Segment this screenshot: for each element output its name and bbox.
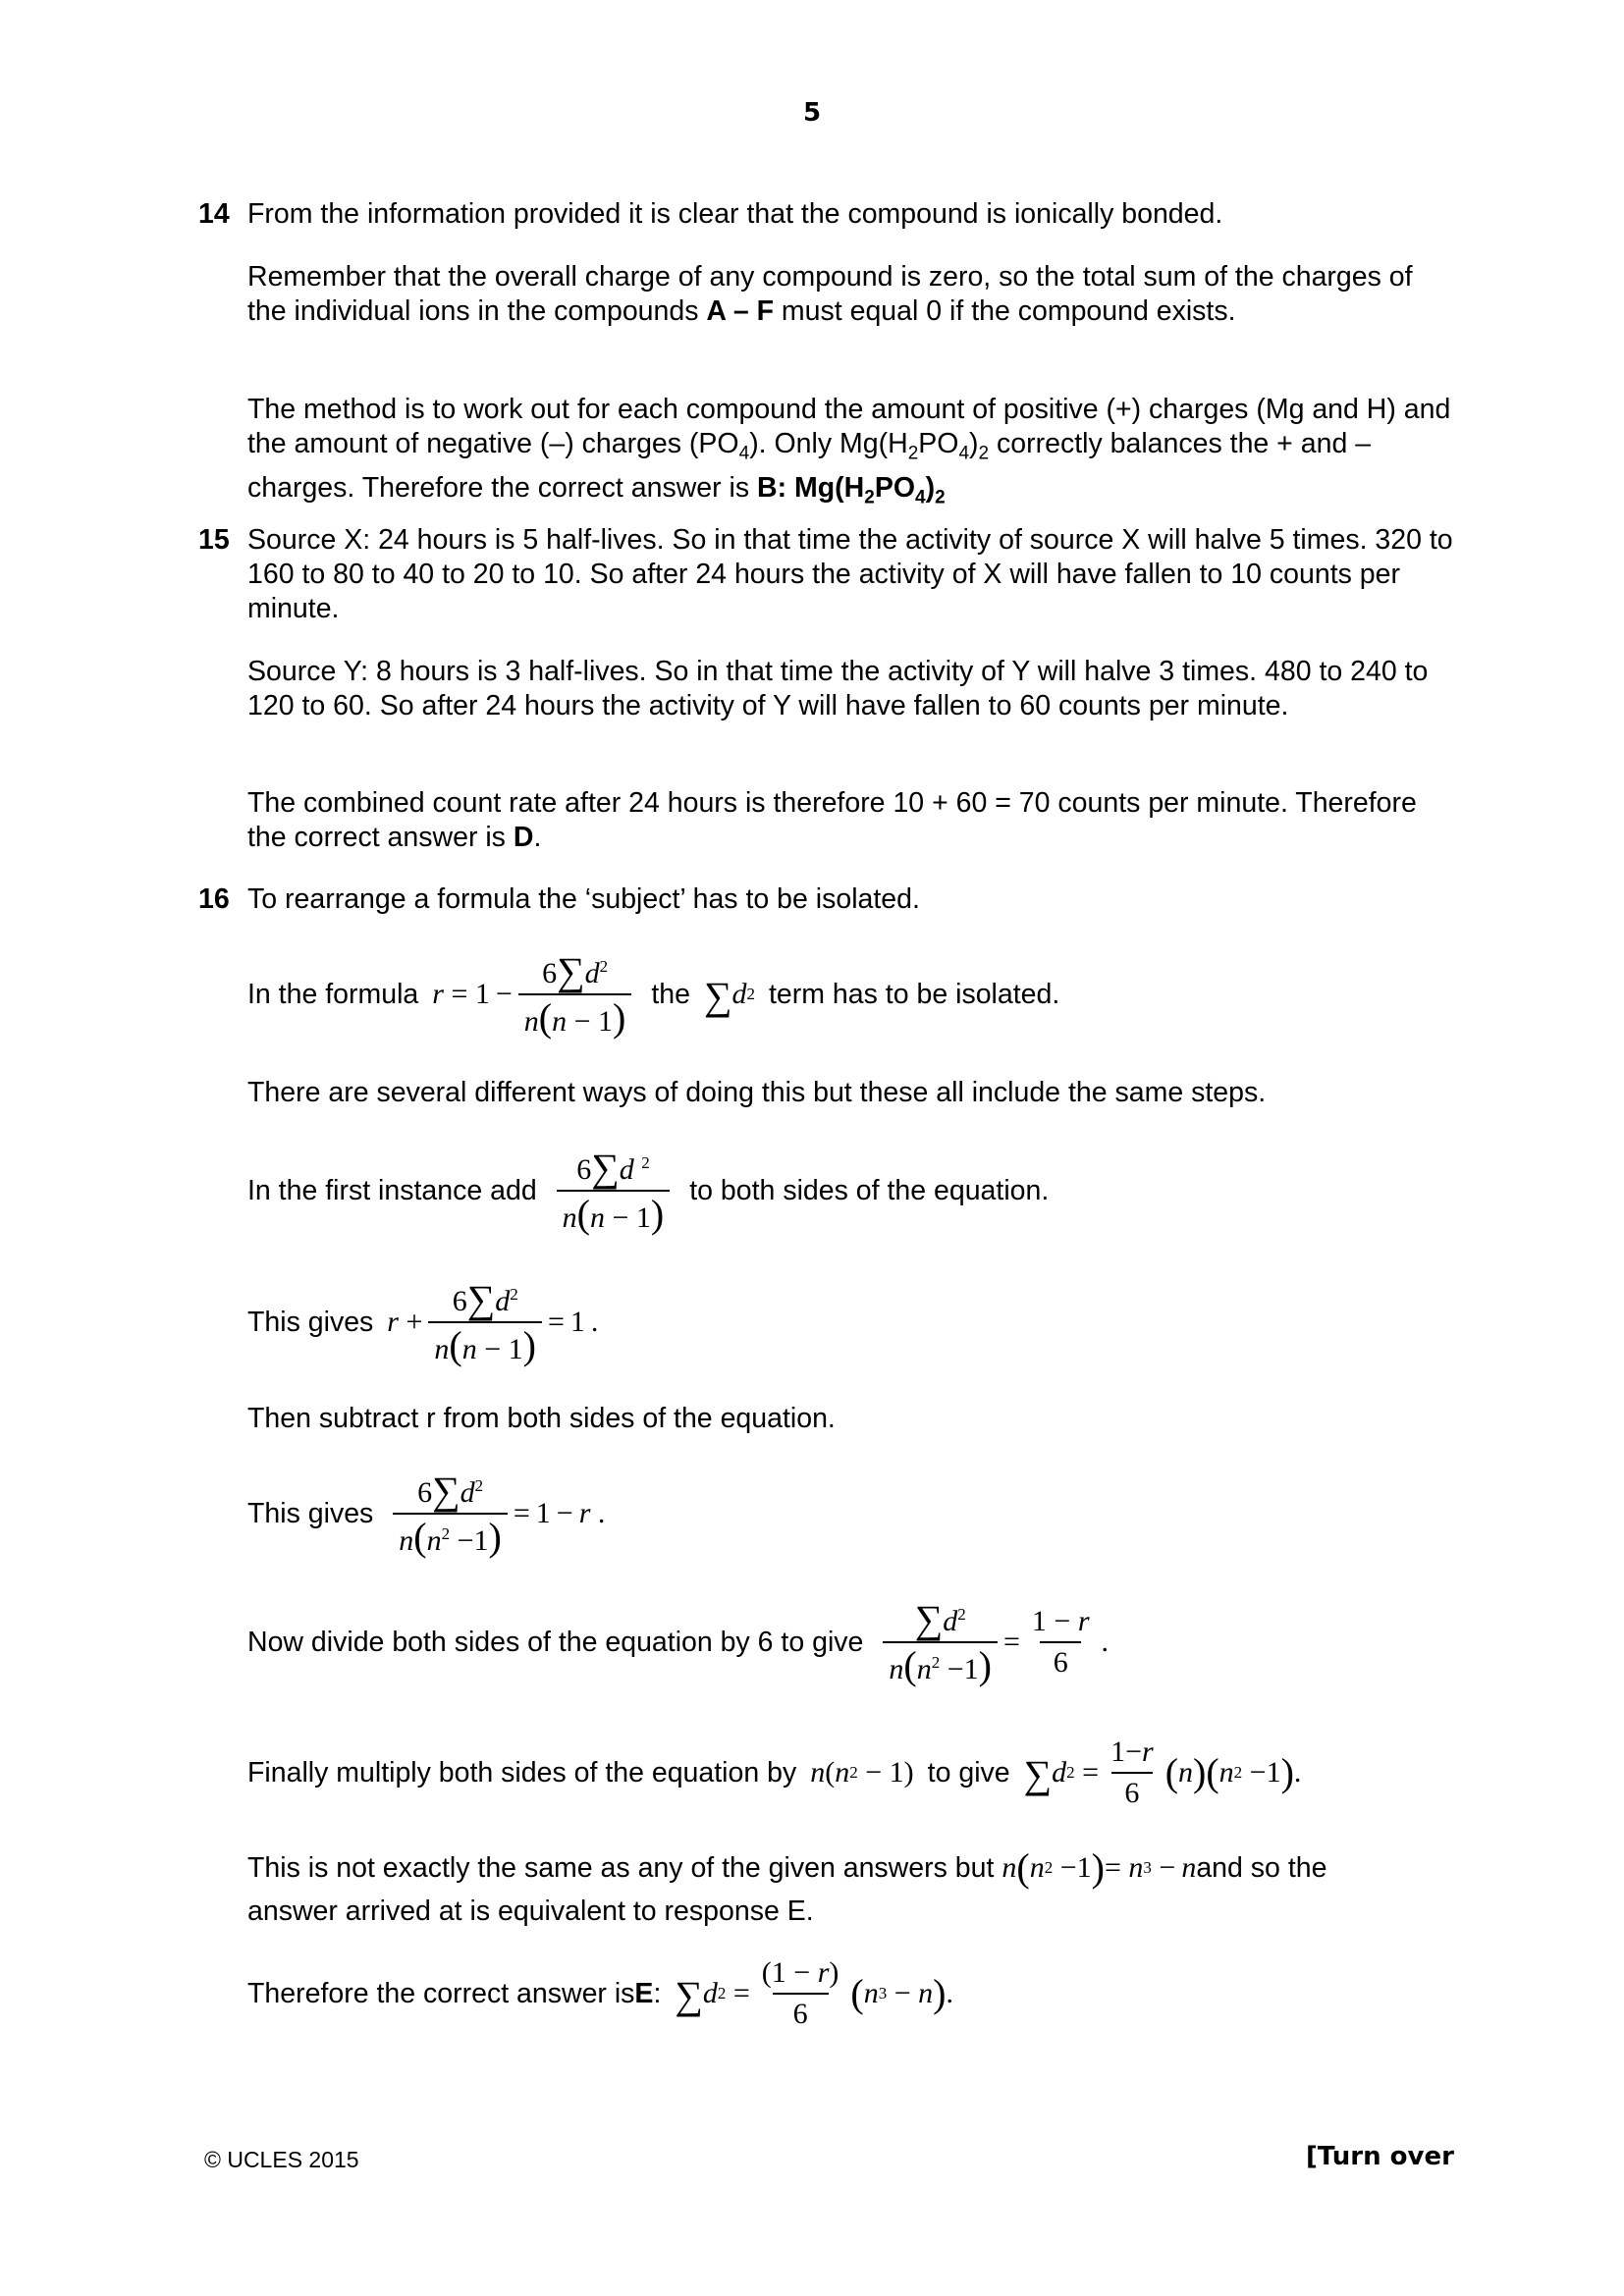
q14-p3-sub: 2 <box>978 443 990 464</box>
footer-copyright: © UCLES 2015 <box>204 2147 359 2172</box>
equation-one-minus-r: $\frac{6\sum d^2}{n(n^2 -1)}$ = 1 − r . <box>387 1469 605 1558</box>
q14-p2-bold: A – F <box>706 295 775 327</box>
q16-formula-text-b: the <box>651 978 690 1010</box>
q16-therefore: Therefore the correct answer is E : ∑ d 2 = $\frac{(1 - r)}{6}$ ( n 3 − n ) . <box>247 1956 953 2030</box>
q16-subtract: Then subtract r from both sides of the equation. <box>247 1403 836 1434</box>
q14-p2-text-b: must equal 0 if the compound exists. <box>774 295 1236 327</box>
q16-multiply: Finally multiply both sides of the equation by n ( n 2 − 1) to give ∑ d 2 = $\frac{1-r}{6}$ ( n ) ( n 2 −1 ) . <box>247 1735 1302 1809</box>
q14-p3-sub: 4 <box>958 443 970 464</box>
q14-paragraph-1: From the information provided it is clear that the compound is ionically bonded. <box>247 198 1223 230</box>
q16-this-gives-2: This gives $\frac{6\sum d^2}{n(n^2 -1)}$ = 1 − r . <box>247 1468 606 1559</box>
q14-paragraph-3 <box>247 393 1455 514</box>
expr-n-n2-minus-1: n ( n 2 − 1) <box>810 1756 914 1789</box>
q14-p3-sub: 2 <box>907 443 919 464</box>
q16-formula-line <box>247 950 1059 1039</box>
q16-intro: To rearrange a formula the ‘subject’ has to be isolated. <box>247 883 920 915</box>
page-number: 5 <box>802 98 822 128</box>
formula-r-equals: r = 1 − $\frac{6\sum d^2}{n(n - 1)}$ <box>432 950 637 1039</box>
q16-several-ways: There are several different ways of doing this but these all include the same steps. <box>247 1077 1267 1108</box>
q14-p3-b: ). Only Mg(H <box>749 428 908 459</box>
q15-paragraph-1: Source X: 24 hours is 5 half-lives. So in that time the activity of source X will halve 5 times. 320 to 160 to 80 to 40 to 20 to 10. So after 24 hours the activity of X will have fallen to 10 counts per minute. <box>247 524 1453 624</box>
q15-paragraph-3: The combined count rate after 24 hours is therefore 10 + 60 = 70 counts per minute. Therefore the correct answer is D. <box>247 787 1417 853</box>
fraction-6-sum-d2: $\frac{6\sum d ^2}{n(n - 1)}$ <box>551 1147 677 1235</box>
q14-p3-d: ) <box>969 428 979 459</box>
question-14-number: 14 <box>198 198 230 230</box>
identity-n-cubed-minus-n: n ( n 2 −1 ) = n 3 − n <box>1001 1845 1197 1890</box>
sum-d-squared: ∑ d 2 <box>704 974 756 1018</box>
q14-p2-text-a: Remember that the overall charge of any compound is zero, so the total sum of the charges of the individual ions in the compounds <box>247 261 1413 327</box>
equation-final-multiply: ∑ d 2 = $\frac{1-r}{6}$ ( n ) ( n 2 −1 ) . <box>1023 1735 1302 1809</box>
question-16-number: 16 <box>198 883 230 915</box>
q16-this-gives-1: This gives r + $\frac{6\sum d^2}{n(n - 1)}$ = 1 . <box>247 1277 599 1367</box>
q16-formula-text-c: term has to be isolated. <box>769 978 1060 1010</box>
q16-divide: Now divide both sides of the equation by 6 to give $\frac{\sum d^2}{n(n^2 -1)}$ = $\frac{1 - r}{6}$ . <box>247 1597 1110 1687</box>
q14-paragraph-2 <box>247 260 1455 329</box>
q16-formula-text-a: In the formula <box>247 978 419 1010</box>
footer-turn-over: [Turn over <box>1306 2142 1454 2171</box>
q16-not-exactly-line-2: answer arrived at is equivalent to response E. <box>247 1896 814 1927</box>
q16-first-instance: In the first instance add $\frac{6\sum d ^2}{n(n - 1)}$ to both sides of the equation. <box>247 1146 1050 1236</box>
q15-paragraph-2: Source Y: 8 hours is 3 half-lives. So in that time the activity of Y will halve 3 times. 480 to 240 to 120 to 60. So after 24 hours the activity of Y will have fallen to 60 counts per minute. <box>247 656 1429 721</box>
q14-p3-e: correctly balances the + and – charges. Therefore the correct answer is <box>247 428 1372 504</box>
q14-answer: B: $Mg(H_2PO_4)_2$ <box>757 471 946 508</box>
q14-p3-a: The method is to work out for each compound the amount of positive (+) charges (Mg and H) and the amount of negative (–) charges (PO <box>247 394 1451 459</box>
q16-not-exactly: This is not exactly the same as any of the given answers but n ( n 2 −1 ) = n 3 − n and so the <box>247 1845 1327 1890</box>
q16-answer-letter: E <box>634 1977 654 2009</box>
equation-answer-e: ∑ d 2 = $\frac{(1 - r)}{6}$ ( n 3 − n ) . <box>675 1956 953 2030</box>
q15-answer: D <box>513 822 534 853</box>
question-15-number: 15 <box>198 524 230 556</box>
equation-divided-by-6: $\frac{\sum d^2}{n(n^2 -1)}$ = $\frac{1 - r}{6}$ . <box>877 1598 1109 1686</box>
equation-r-plus: r + $\frac{6\sum d^2}{n(n - 1)}$ = 1 . <box>387 1277 599 1367</box>
q14-p3-sub: 4 <box>738 443 750 464</box>
q14-p3-c: PO <box>918 428 959 459</box>
